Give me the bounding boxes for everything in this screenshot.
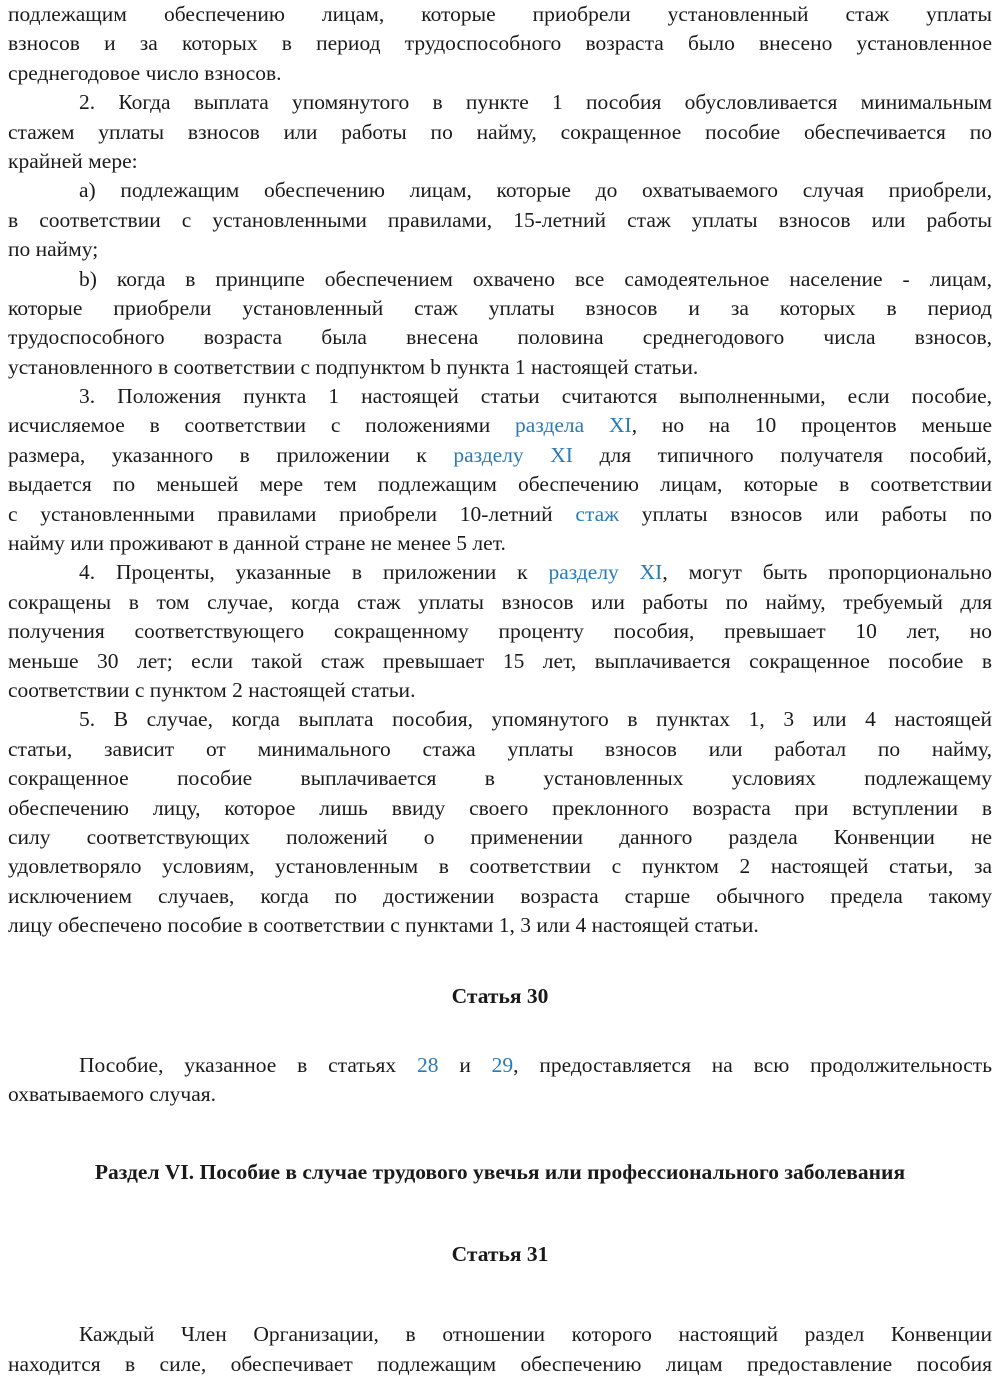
text-segment: размера, указанного в приложении к: [8, 442, 427, 467]
text-line: меньше 30 лет; если такой стаж превышает 15 лет, выплачивается сокращенное пособие в: [8, 648, 992, 673]
paragraph-5: [8, 705, 992, 940]
text-line: выдается по меньшей мере тем подлежащим обеспечению лицам, которые в соответствии: [8, 472, 992, 497]
article-30-heading: Статья 30: [451, 983, 549, 1008]
text-line: Каждый Член Организации, в отношении которого настоящий раздел Конвенции: [79, 1322, 992, 1347]
text-segment: Пособие, указанное в статьях: [79, 1052, 397, 1077]
text-line: находится в силе, обеспечивает подлежащим обеспечению лицам предоставление пособия: [8, 1351, 992, 1376]
text-line: получения соответствующего сокращенному проценту пособия, превышает 10 лет, но: [8, 619, 992, 644]
text-line: в соответствии с установленными правилами, 15-летний стаж уплаты взносов или работы: [8, 207, 992, 232]
paragraph-3: [8, 382, 992, 558]
text-segment: для типичного получателя пособий,: [599, 442, 993, 467]
text-line: удовлетворяло условиям, установленным в соответствии с пунктом 2 настоящей статьи, за: [8, 854, 992, 879]
text-line: исключением случаев, когда по достижении возраста старше обычного предела такому: [8, 883, 992, 908]
text-line: 5. В случае, когда выплата пособия, упомянутого в пунктах 1, 3 или 4 настоящей: [79, 707, 992, 732]
text-line: обеспечению лицу, которое лишь ввиду своего преклонного возраста при вступлении в: [8, 795, 992, 820]
section-xi-link[interactable]: раздела XI: [515, 413, 632, 438]
paragraph-4: [8, 558, 992, 705]
text-segment: уплаты взносов или работы по: [641, 501, 993, 526]
text-line: среднегодовое число взносов.: [8, 60, 282, 85]
section-xi-annex-link[interactable]: разделу XI: [548, 560, 663, 585]
article-28-link[interactable]: 28: [416, 1052, 439, 1077]
text-line: взносов и за которых в период трудоспособного возраста было внесено установленное: [8, 31, 992, 56]
text-line: [8, 411, 992, 440]
text-segment: , могут быть пропорционально: [662, 560, 992, 585]
article-29-link[interactable]: 29: [491, 1052, 514, 1077]
text-line: [8, 500, 992, 529]
text-segment: и: [459, 1052, 471, 1077]
text-line: [8, 1051, 992, 1080]
text-line: [8, 558, 992, 587]
text-line: найму или проживают в данной стране не менее 5 лет.: [8, 531, 506, 556]
text-segment: 4. Проценты, указанные в приложении к: [79, 560, 528, 585]
text-line: a) подлежащим обеспечению лицам, которые до охватываемого случая приобрели,: [79, 178, 992, 203]
text-line: охватываемого случая.: [8, 1082, 217, 1107]
document-page: [8, 0, 992, 1379]
stazh-link[interactable]: стаж: [575, 501, 620, 526]
text-line: 3. Положения пункта 1 настоящей статьи считаются выполненными, если пособие,: [79, 384, 992, 409]
article-31-text: [8, 1320, 992, 1379]
section-xi-annex-link[interactable]: разделу XI: [453, 442, 573, 467]
text-line: которые приобрели установленный стаж уплаты взносов и за которых в период: [8, 295, 992, 320]
text-line: статьи, зависит от минимального стажа уплаты взносов или работал по найму,: [8, 736, 992, 761]
text-line: крайней мере:: [8, 148, 138, 173]
text-line: стажем уплаты взносов или работы по найму, сокращенное пособие обеспечивается по: [8, 119, 992, 144]
text-segment: , но на 10 процентов меньше: [631, 413, 993, 438]
text-line: соответствии с пунктом 2 настоящей статьи.: [8, 677, 416, 702]
text-line: силу соответствующих положений о применении данного раздела Конвенции не: [8, 824, 992, 849]
paragraph-1-tail: [8, 0, 992, 88]
text-line: подлежащим обеспечению лицам, которые приобрели установленный стаж уплаты: [8, 2, 992, 26]
text-line: b) когда в принципе обеспечением охвачено все самодеятельное население - лицам,: [79, 266, 992, 291]
text-line: по найму;: [8, 237, 99, 262]
text-line: [8, 441, 992, 470]
text-segment: , предоставляется на всю продолжительность: [513, 1052, 993, 1077]
text-line: трудоспособного возраста была внесена половина среднегодового числа взносов,: [8, 325, 992, 350]
text-line: лицу обеспечено пособие в соответствии с пунктами 1, 3 или 4 настоящей статьи.: [8, 913, 759, 938]
article-31-heading: Статья 31: [451, 1242, 549, 1267]
item-b: [8, 265, 992, 383]
item-a: [8, 176, 992, 264]
section-6-heading: Раздел VI. Пособие в случае трудового увечья или профессионального заболевания: [94, 1159, 906, 1184]
text-line: установленного в соответствии с подпунктом b пункта 1 настоящей статьи.: [8, 354, 699, 379]
text-segment: с установленными правилами приобрели 10-летний: [8, 501, 553, 526]
text-line: 2. Когда выплата упомянутого в пункте 1 пособия обусловливается минимальным: [79, 90, 992, 115]
text-line: сокращены в том случае, когда стаж уплаты взносов или работы по найму, требуемый для: [8, 589, 992, 614]
text-segment: исчисляемое в соответствии с положениями: [8, 413, 491, 438]
paragraph-2: [8, 88, 992, 176]
text-line: сокращенное пособие выплачивается в установленных условиях подлежащему: [8, 766, 992, 791]
article-30-text: [8, 1051, 992, 1110]
